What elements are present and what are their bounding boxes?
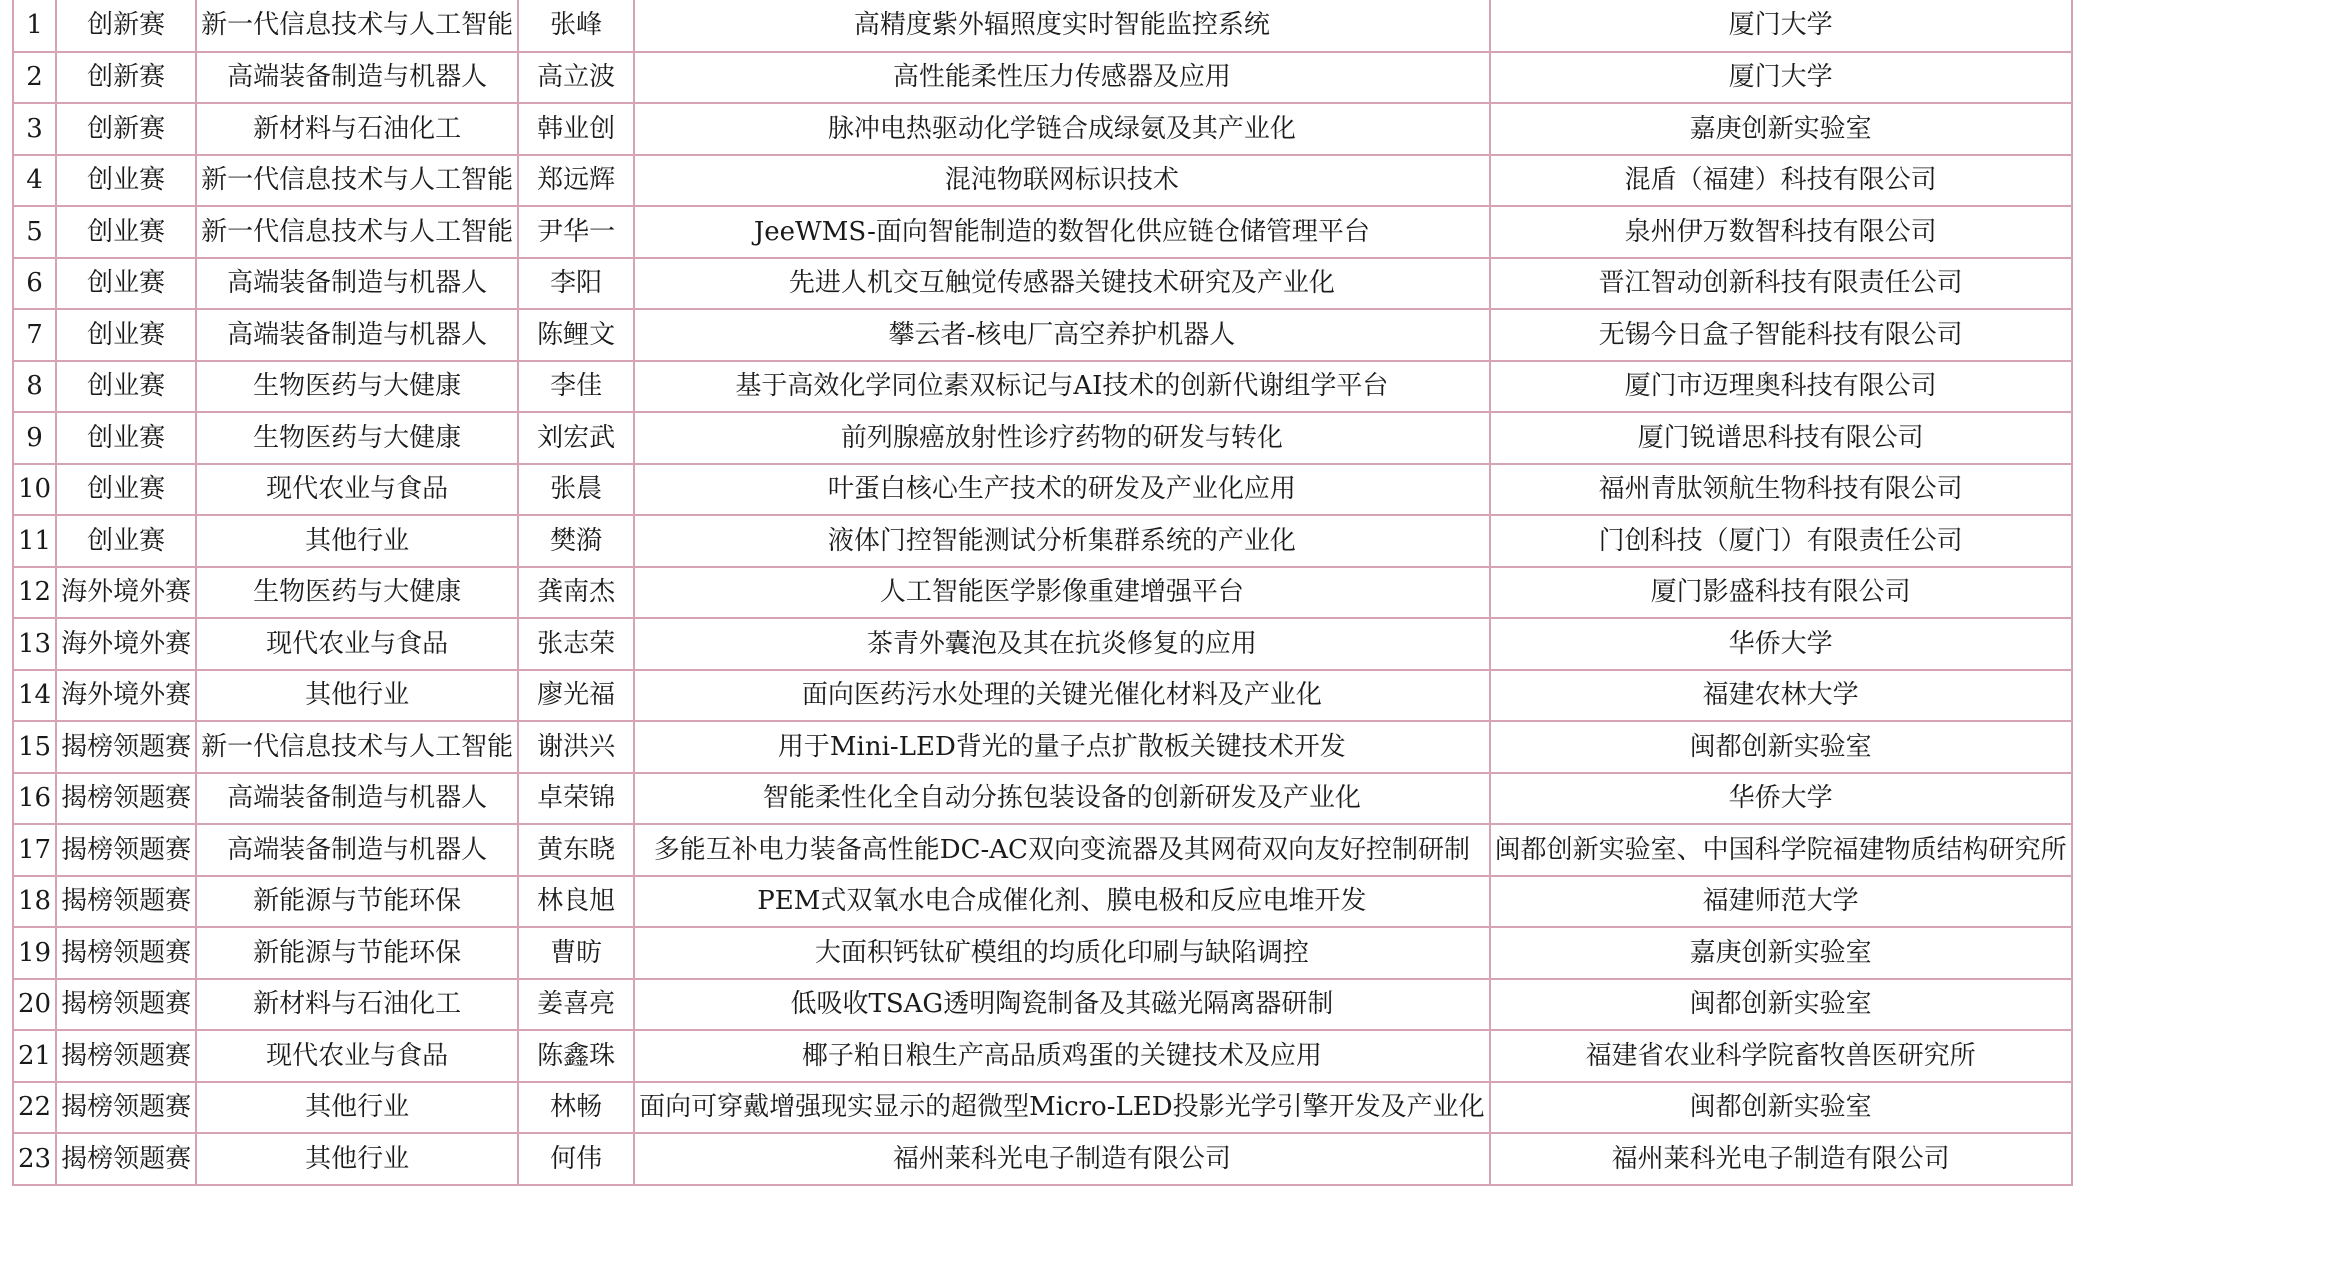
cell-track: 揭榜领题赛	[56, 1133, 196, 1185]
cell-number: 6	[13, 258, 56, 310]
cell-track: 揭榜领题赛	[56, 1082, 196, 1134]
results-table-body	[13, 0, 2072, 1185]
cell-leader: 李阳	[518, 258, 634, 310]
cell-leader: 陈鲤文	[518, 309, 634, 361]
cell-organization: 厦门市迈理奥科技有限公司	[1490, 361, 2072, 413]
cell-leader: 尹华一	[518, 206, 634, 258]
cell-number: 22	[13, 1082, 56, 1134]
cell-organization: 闽都创新实验室	[1490, 1082, 2072, 1134]
cell-number: 15	[13, 721, 56, 773]
cell-number: 20	[13, 979, 56, 1031]
cell-project: 混沌物联网标识技术	[634, 155, 1489, 207]
table-row	[13, 155, 2072, 207]
cell-industry: 其他行业	[196, 1133, 518, 1185]
table-row	[13, 618, 2072, 670]
cell-track: 揭榜领题赛	[56, 1030, 196, 1082]
cell-industry: 新一代信息技术与人工智能	[196, 206, 518, 258]
cell-number: 4	[13, 155, 56, 207]
table-row	[13, 309, 2072, 361]
cell-project: 多能互补电力装备高性能DC-AC双向变流器及其网荷双向友好控制研制	[634, 824, 1489, 876]
cell-leader: 陈鑫珠	[518, 1030, 634, 1082]
cell-project: 高精度紫外辐照度实时智能监控系统	[634, 0, 1489, 52]
cell-leader: 张峰	[518, 0, 634, 52]
cell-organization: 华侨大学	[1490, 618, 2072, 670]
cell-project: 福州莱科光电子制造有限公司	[634, 1133, 1489, 1185]
cell-project: PEM式双氧水电合成催化剂、膜电极和反应电堆开发	[634, 876, 1489, 928]
table-row	[13, 1082, 2072, 1134]
cell-track: 创业赛	[56, 258, 196, 310]
cell-project: JeeWMS-面向智能制造的数智化供应链仓储管理平台	[634, 206, 1489, 258]
cell-number: 21	[13, 1030, 56, 1082]
table-row	[13, 979, 2072, 1031]
cell-organization: 福建农林大学	[1490, 670, 2072, 722]
cell-project: 低吸收TSAG透明陶瓷制备及其磁光隔离器研制	[634, 979, 1489, 1031]
cell-organization: 嘉庚创新实验室	[1490, 927, 2072, 979]
cell-industry: 新能源与节能环保	[196, 876, 518, 928]
cell-leader: 卓荣锦	[518, 773, 634, 825]
cell-organization: 福建省农业科学院畜牧兽医研究所	[1490, 1030, 2072, 1082]
cell-industry: 新材料与石油化工	[196, 103, 518, 155]
cell-organization: 混盾（福建）科技有限公司	[1490, 155, 2072, 207]
table-row	[13, 206, 2072, 258]
cell-industry: 其他行业	[196, 670, 518, 722]
table-row	[13, 258, 2072, 310]
cell-leader: 高立波	[518, 52, 634, 104]
cell-number: 14	[13, 670, 56, 722]
cell-leader: 樊漪	[518, 515, 634, 567]
cell-organization: 闽都创新实验室、中国科学院福建物质结构研究所	[1490, 824, 2072, 876]
cell-leader: 韩业创	[518, 103, 634, 155]
cell-project: 叶蛋白核心生产技术的研发及产业化应用	[634, 464, 1489, 516]
cell-track: 创业赛	[56, 155, 196, 207]
cell-organization: 泉州伊万数智科技有限公司	[1490, 206, 2072, 258]
cell-track: 创业赛	[56, 515, 196, 567]
cell-leader: 姜喜亮	[518, 979, 634, 1031]
cell-project: 用于Mini-LED背光的量子点扩散板关键技术开发	[634, 721, 1489, 773]
cell-industry: 高端装备制造与机器人	[196, 824, 518, 876]
cell-track: 揭榜领题赛	[56, 824, 196, 876]
cell-industry: 高端装备制造与机器人	[196, 309, 518, 361]
cell-number: 10	[13, 464, 56, 516]
cell-industry: 现代农业与食品	[196, 464, 518, 516]
cell-leader: 黄东晓	[518, 824, 634, 876]
cell-number: 23	[13, 1133, 56, 1185]
cell-number: 13	[13, 618, 56, 670]
table-row	[13, 670, 2072, 722]
cell-number: 16	[13, 773, 56, 825]
cell-leader: 李佳	[518, 361, 634, 413]
table-row	[13, 721, 2072, 773]
cell-leader: 何伟	[518, 1133, 634, 1185]
cell-number: 11	[13, 515, 56, 567]
cell-industry: 新一代信息技术与人工智能	[196, 0, 518, 52]
cell-project: 高性能柔性压力传感器及应用	[634, 52, 1489, 104]
cell-project: 先进人机交互触觉传感器关键技术研究及产业化	[634, 258, 1489, 310]
cell-industry: 新一代信息技术与人工智能	[196, 155, 518, 207]
cell-organization: 厦门影盛科技有限公司	[1490, 567, 2072, 619]
cell-industry: 新能源与节能环保	[196, 927, 518, 979]
cell-project: 攀云者-核电厂高空养护机器人	[634, 309, 1489, 361]
cell-organization: 福州莱科光电子制造有限公司	[1490, 1133, 2072, 1185]
cell-number: 1	[13, 0, 56, 52]
cell-leader: 刘宏武	[518, 412, 634, 464]
cell-project: 椰子粕日粮生产高品质鸡蛋的关键技术及应用	[634, 1030, 1489, 1082]
cell-project: 面向医药污水处理的关键光催化材料及产业化	[634, 670, 1489, 722]
table-row	[13, 876, 2072, 928]
cell-project: 前列腺癌放射性诊疗药物的研发与转化	[634, 412, 1489, 464]
table-row	[13, 1133, 2072, 1185]
cell-project: 液体门控智能测试分析集群系统的产业化	[634, 515, 1489, 567]
cell-number: 19	[13, 927, 56, 979]
cell-track: 海外境外赛	[56, 670, 196, 722]
cell-industry: 高端装备制造与机器人	[196, 258, 518, 310]
cell-industry: 新材料与石油化工	[196, 979, 518, 1031]
cell-organization: 门创科技（厦门）有限责任公司	[1490, 515, 2072, 567]
cell-leader: 张志荣	[518, 618, 634, 670]
cell-number: 18	[13, 876, 56, 928]
cell-track: 揭榜领题赛	[56, 773, 196, 825]
cell-organization: 晋江智动创新科技有限责任公司	[1490, 258, 2072, 310]
cell-track: 创业赛	[56, 206, 196, 258]
cell-track: 创新赛	[56, 103, 196, 155]
table-row	[13, 567, 2072, 619]
cell-number: 7	[13, 309, 56, 361]
cell-project: 人工智能医学影像重建增强平台	[634, 567, 1489, 619]
cell-track: 创业赛	[56, 361, 196, 413]
cell-track: 揭榜领题赛	[56, 721, 196, 773]
cell-organization: 闽都创新实验室	[1490, 721, 2072, 773]
results-table	[12, 0, 2073, 1186]
table-row	[13, 361, 2072, 413]
cell-organization: 厦门大学	[1490, 0, 2072, 52]
cell-track: 创业赛	[56, 412, 196, 464]
table-row	[13, 515, 2072, 567]
cell-number: 12	[13, 567, 56, 619]
cell-leader: 张晨	[518, 464, 634, 516]
cell-organization: 厦门大学	[1490, 52, 2072, 104]
cell-track: 揭榜领题赛	[56, 979, 196, 1031]
cell-track: 创新赛	[56, 0, 196, 52]
cell-industry: 新一代信息技术与人工智能	[196, 721, 518, 773]
cell-organization: 福建师范大学	[1490, 876, 2072, 928]
cell-organization: 厦门锐谱思科技有限公司	[1490, 412, 2072, 464]
cell-track: 创业赛	[56, 309, 196, 361]
cell-industry: 生物医药与大健康	[196, 412, 518, 464]
cell-industry: 高端装备制造与机器人	[196, 773, 518, 825]
cell-leader: 林良旭	[518, 876, 634, 928]
cell-industry: 其他行业	[196, 515, 518, 567]
cell-industry: 现代农业与食品	[196, 1030, 518, 1082]
table-row	[13, 0, 2072, 52]
cell-leader: 廖光福	[518, 670, 634, 722]
cell-organization: 华侨大学	[1490, 773, 2072, 825]
cell-number: 17	[13, 824, 56, 876]
cell-leader: 龚南杰	[518, 567, 634, 619]
cell-organization: 无锡今日盒子智能科技有限公司	[1490, 309, 2072, 361]
cell-industry: 其他行业	[196, 1082, 518, 1134]
table-row	[13, 412, 2072, 464]
cell-number: 3	[13, 103, 56, 155]
cell-industry: 生物医药与大健康	[196, 567, 518, 619]
table-row	[13, 824, 2072, 876]
cell-project: 大面积钙钛矿模组的均质化印刷与缺陷调控	[634, 927, 1489, 979]
cell-industry: 高端装备制造与机器人	[196, 52, 518, 104]
table-row	[13, 103, 2072, 155]
cell-project: 智能柔性化全自动分拣包装设备的创新研发及产业化	[634, 773, 1489, 825]
cell-project: 基于高效化学同位素双标记与AI技术的创新代谢组学平台	[634, 361, 1489, 413]
cell-leader: 郑远辉	[518, 155, 634, 207]
cell-track: 创业赛	[56, 464, 196, 516]
cell-track: 海外境外赛	[56, 567, 196, 619]
table-row	[13, 52, 2072, 104]
cell-leader: 谢洪兴	[518, 721, 634, 773]
table-row	[13, 464, 2072, 516]
cell-organization: 福州青肽领航生物科技有限公司	[1490, 464, 2072, 516]
cell-industry: 现代农业与食品	[196, 618, 518, 670]
cell-leader: 林畅	[518, 1082, 634, 1134]
cell-track: 揭榜领题赛	[56, 927, 196, 979]
table-row	[13, 927, 2072, 979]
cell-track: 海外境外赛	[56, 618, 196, 670]
cell-industry: 生物医药与大健康	[196, 361, 518, 413]
table-row	[13, 773, 2072, 825]
cell-organization: 闽都创新实验室	[1490, 979, 2072, 1031]
cell-number: 5	[13, 206, 56, 258]
cell-project: 脉冲电热驱动化学链合成绿氨及其产业化	[634, 103, 1489, 155]
cell-project: 茶青外囊泡及其在抗炎修复的应用	[634, 618, 1489, 670]
cell-leader: 曹昉	[518, 927, 634, 979]
cell-organization: 嘉庚创新实验室	[1490, 103, 2072, 155]
cell-project: 面向可穿戴增强现实显示的超微型Micro-LED投影光学引擎开发及产业化	[634, 1082, 1489, 1134]
cell-number: 8	[13, 361, 56, 413]
cell-track: 揭榜领题赛	[56, 876, 196, 928]
table-row	[13, 1030, 2072, 1082]
cell-number: 9	[13, 412, 56, 464]
cell-track: 创新赛	[56, 52, 196, 104]
cell-number: 2	[13, 52, 56, 104]
